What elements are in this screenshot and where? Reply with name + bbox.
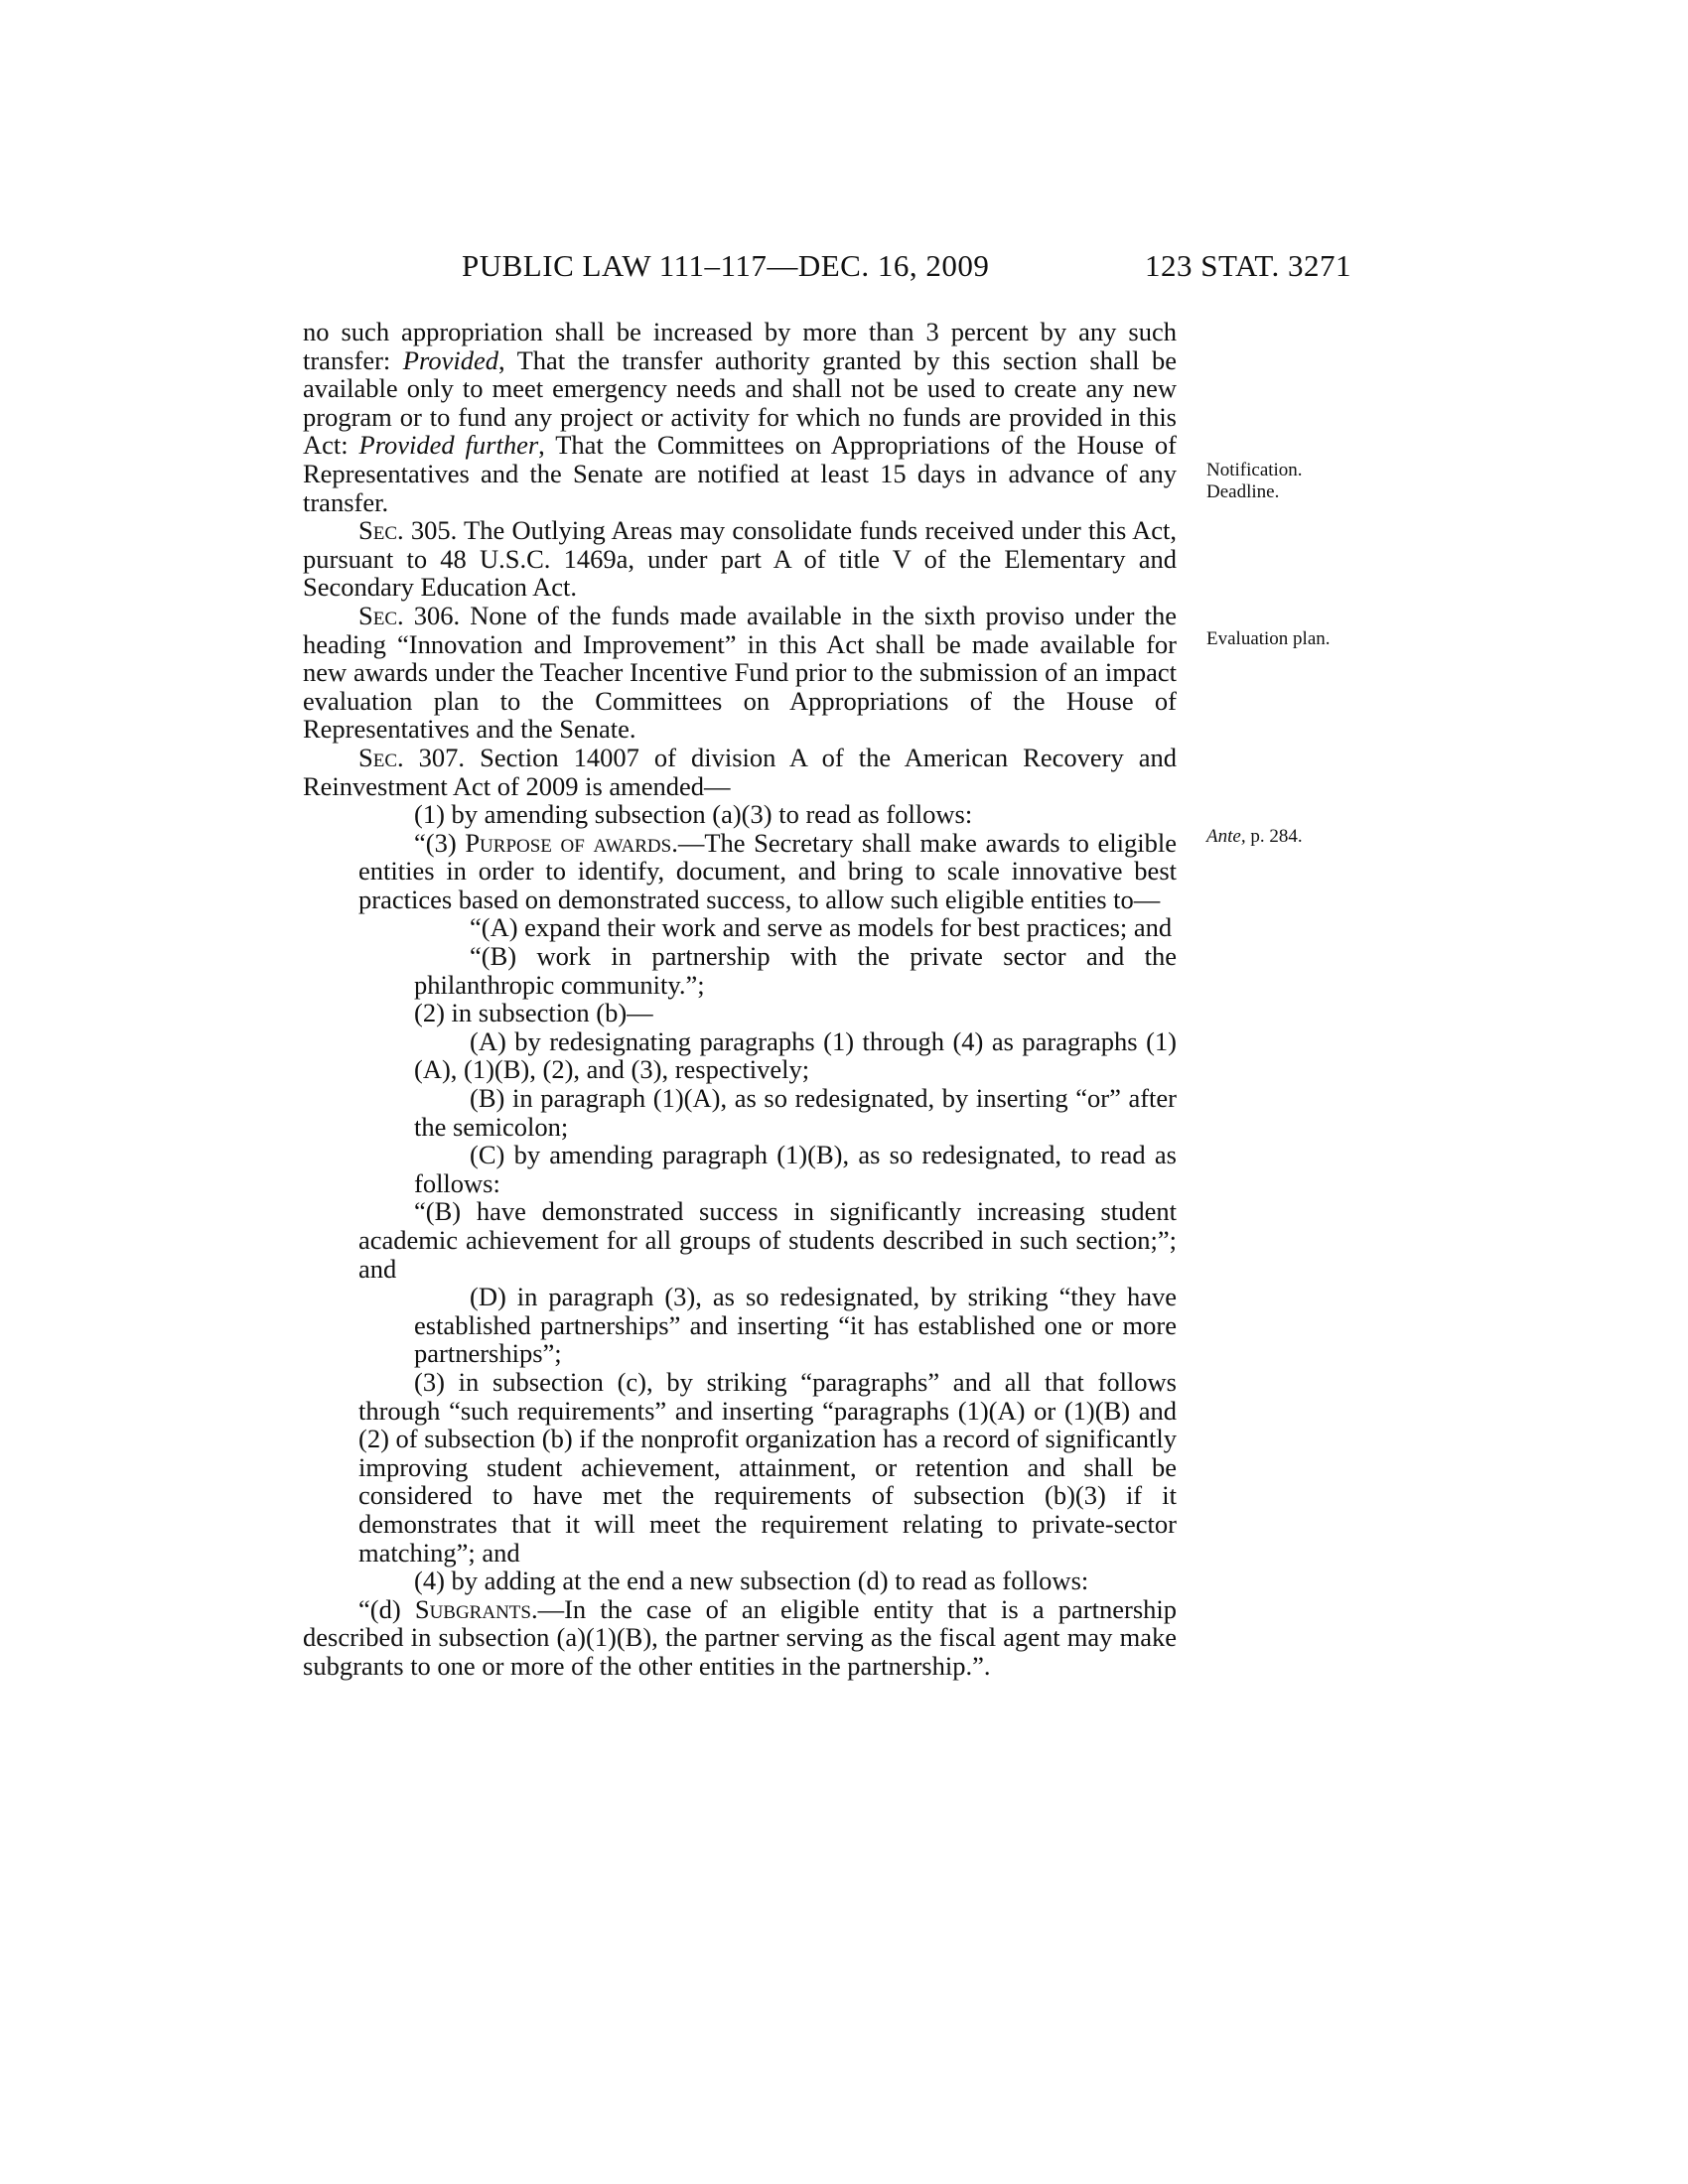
amendment-item-2d: (D) in paragraph (3), as so redesignated, by striking “they have established partnerships” and inserting “it has established one or more partnerships”; — [414, 1282, 1177, 1369]
statute-citation: 123 STAT. 3271 — [1145, 248, 1352, 283]
margin-note-ante-page: p. 284. — [1245, 826, 1303, 847]
quoted-subparagraph-b-revised: “(B) have demonstrated success in significantly increasing student academic achievement for all groups of students described in such section;”; and — [358, 1196, 1177, 1284]
text-segment: .—In the case of an eligible entity that is a partnership described in subsection (a)(1)(B), the partner serving as the fiscal agent may make subgrants to one or more of the other entities in the partnership.”. — [303, 1593, 1178, 1681]
text-segment: “(3) — [414, 827, 466, 858]
margin-note-ante — [1206, 826, 1303, 848]
section-label: Sec — [358, 515, 398, 546]
document-body — [303, 318, 1177, 1681]
text-segment: no such appropriation shall be increased by more than 3 percent by any such transfer: — [303, 317, 1177, 375]
section-label: Sec — [358, 742, 398, 772]
quoted-subsection-d — [303, 1595, 1177, 1681]
amendment-item-1: (1) by amending subsection (a)(3) to read as follows: — [414, 799, 973, 830]
section-text: . 305. The Outlying Areas may consolidate funds received under this Act, pursuant to 48 U.S.C. 1469a, under part A of title V of the Elementary and Secondary Education Act. — [303, 515, 1177, 603]
text-segment: “(d) — [358, 1593, 415, 1624]
quoted-subparagraph-b: “(B) work in partnership with the private sector and the philanthropic community.”; — [414, 941, 1177, 1000]
paragraph-transfer-authority — [303, 318, 1177, 516]
italic-provided: Provided — [402, 344, 498, 375]
section-text: . 307. Section 14007 of division A of the American Recovery and Reinvestment Act of 2009 is amended— — [303, 742, 1177, 801]
margin-note-evaluation-plan: Evaluation plan. — [1206, 628, 1331, 649]
section-text: . 306. None of the funds made available in the sixth proviso under the heading “Innovation and Improvement” in this Act shall be made available for new awards under the Teacher Incentive Fund prior to the submission of an impact evaluation plan to the Committees on Appropriations of the House of Representatives and the Senate. — [303, 600, 1177, 745]
amendment-item-2b: (B) in paragraph (1)(A), as so redesignated, by inserting “or” after the semicolon; — [414, 1083, 1177, 1142]
text-segment: .—The Secretary shall make awards to eligible entities in order to identify, document, and bring to scale innovative best practices based on demonstrated success, to allow such eligible entities to— — [358, 827, 1177, 914]
quoted-subparagraph-a: “(A) expand their work and serve as models for best practices; and — [470, 912, 1173, 943]
quoted-paragraph-3 — [303, 829, 1177, 914]
text-segment: , That the Committees on Appropriations of the House of Representatives and the Senate are notified at least 15 days in advance of any transfer. — [303, 430, 1178, 517]
section-305 — [303, 516, 1177, 602]
amendment-item-2c: (C) by amending paragraph (1)(B), as so redesignated, to read as follows: — [414, 1140, 1177, 1198]
margin-note-ante-italic: Ante, — [1206, 826, 1246, 847]
subsection-heading: Subgrants — [414, 1593, 531, 1624]
section-307 — [303, 744, 1177, 800]
amendment-item-2a: (A) by redesignating paragraphs (1) through (4) as paragraphs (1)(A), (1)(B), (2), and (3), respectively; — [414, 1025, 1177, 1085]
paragraph-heading: Purpose of awards — [465, 827, 672, 858]
running-head: PUBLIC LAW 111–117—DEC. 16, 2009 — [462, 248, 990, 283]
text-segment: , That the transfer authority granted by this section shall be available only to meet emergency needs and shall not be used to create any new program or to fund any project or activity for which no funds are provided in this Act: — [303, 344, 1177, 461]
italic-provided-further: Provided further — [358, 430, 539, 461]
amendment-item-2: (2) in subsection (b)— — [414, 998, 653, 1028]
margin-note-notification: Notification. — [1206, 460, 1303, 480]
amendment-item-3: (3) in subsection (c), by striking “paragraphs” and all that follows through “such requirements” and inserting “paragraphs (1)(A) or (1)(B) and (2) of subsection (b) if the nonprofit organization has a record of significantly improving student achievement, attainment, or retention and shall be considered to have met the requirements of subsection (b)(3) if it demonstrates that it will meet the requirement relating to private-sector matching”; and — [358, 1366, 1177, 1568]
section-label: Sec — [358, 600, 398, 630]
section-306 — [303, 602, 1177, 744]
amendment-item-4: (4) by adding at the end a new subsection (d) to read as follows: — [414, 1566, 1089, 1596]
page-header — [0, 248, 1688, 288]
margin-note-deadline: Deadline. — [1206, 481, 1280, 502]
